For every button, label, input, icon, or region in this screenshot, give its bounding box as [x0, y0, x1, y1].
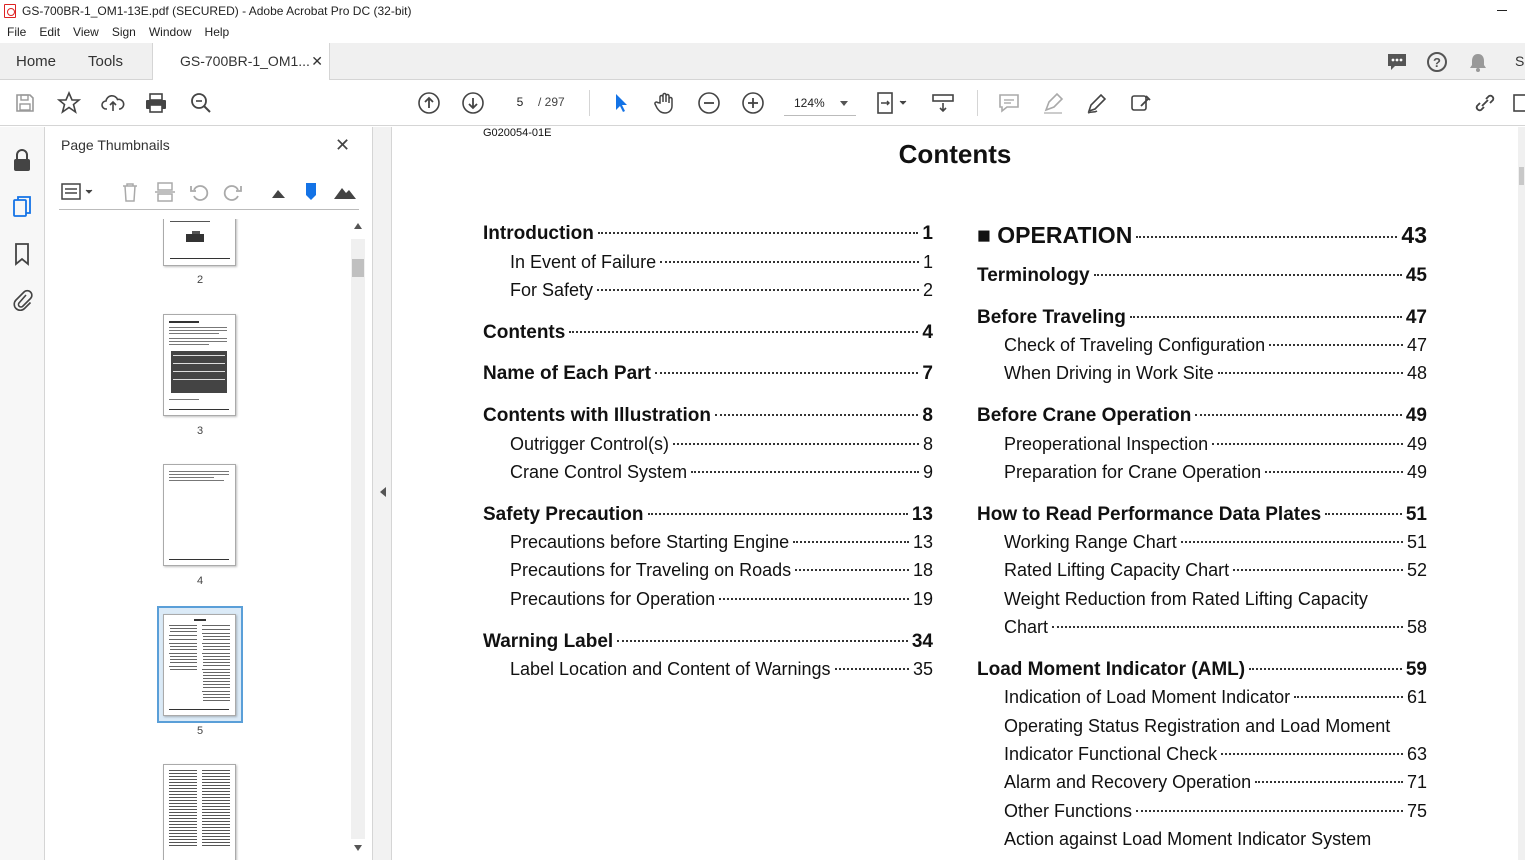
toc-entry[interactable]: Working Range Chart 51 [1004, 532, 1427, 552]
toc-entry[interactable]: Chart 58 [1004, 617, 1427, 637]
star-icon[interactable] [57, 91, 81, 115]
title-bar [0, 0, 1525, 22]
toolbar-separator [589, 90, 590, 116]
collapse-arrow-icon[interactable] [380, 487, 386, 497]
page-total-label: / 297 [538, 95, 565, 109]
toc-entry[interactable]: Introduction 1 [483, 223, 933, 244]
toc-entry[interactable]: Crane Control System 9 [510, 462, 933, 482]
thumbnail-label: 3 [196, 425, 204, 437]
toc-entry[interactable]: Indicator Functional Check 63 [1004, 744, 1427, 764]
toc-entry[interactable]: Name of Each Part 7 [483, 363, 933, 384]
panel-title: Page Thumbnails [61, 137, 170, 153]
toc-entry[interactable]: Alarm and Recovery Operation 71 [1004, 772, 1427, 792]
tab-document[interactable] [152, 43, 330, 81]
toc-entry[interactable]: Load Moment Indicator (AML) 59 [977, 659, 1427, 680]
small-mountain-icon[interactable] [271, 181, 287, 208]
toc-entry[interactable]: When Driving in Work Site 48 [1004, 363, 1427, 383]
tab-document-label: GS-700BR-1_OM1... [180, 53, 310, 69]
thumbnail-page-3[interactable] [163, 314, 236, 416]
left-navigation-rail [0, 127, 45, 860]
tools-pane-toggle-icon[interactable] [1512, 91, 1525, 115]
toc-entry[interactable]: For Safety 2 [510, 280, 933, 300]
toc-entry[interactable]: Precautions before Starting Engine 13 [510, 532, 933, 552]
toc-entry[interactable]: Safety Precaution 13 [483, 504, 933, 525]
thumbnail-label: 5 [196, 725, 204, 737]
attachment-paperclip-icon[interactable] [11, 287, 33, 318]
toc-entry[interactable]: Operating Status Registration and Load Moment [1004, 716, 1391, 736]
zoom-level-dropdown[interactable] [784, 90, 856, 116]
tab-tools[interactable]: Tools [88, 53, 124, 70]
toc-entry[interactable]: Indication of Load Moment Indicator 61 [1004, 687, 1427, 707]
panel-divider [59, 209, 359, 210]
menu-view[interactable]: View [73, 25, 99, 39]
toc-entry[interactable]: In Event of Failure 1 [510, 252, 933, 272]
notification-bell-icon[interactable] [1467, 51, 1489, 73]
page-title: Contents [898, 139, 1012, 169]
menu-edit[interactable]: Edit [39, 25, 61, 39]
help-icon[interactable] [1426, 51, 1448, 73]
lock-icon[interactable] [11, 148, 33, 179]
toc-entry[interactable]: Other Functions 75 [1004, 801, 1427, 821]
toolbar-separator [977, 90, 978, 116]
document-scrollbar[interactable] [1518, 127, 1525, 860]
thumbnail-scrollbar[interactable] [351, 219, 365, 860]
rotate-right-icon[interactable] [222, 181, 244, 208]
previous-page-icon[interactable] [417, 91, 441, 115]
menu-help[interactable]: Help [204, 25, 230, 39]
next-page-icon[interactable] [461, 91, 485, 115]
menu-sign[interactable]: Sign [111, 25, 136, 39]
zoom-level-value: 124% [794, 96, 825, 110]
page-thumbnails-icon[interactable] [11, 194, 33, 225]
minimize-button[interactable] [1497, 10, 1507, 11]
close-tab-icon[interactable]: ✕ [311, 53, 323, 69]
thumbnail-label: 2 [196, 274, 204, 286]
thumbnail-page-4[interactable] [163, 464, 236, 566]
close-panel-icon[interactable]: ✕ [335, 135, 351, 155]
scroll-track[interactable] [351, 239, 365, 839]
toc-entry[interactable]: Weight Reduction from Rated Lifting Capacity [1004, 589, 1368, 609]
toc-entry[interactable]: Check of Traveling Configuration 47 [1004, 335, 1427, 355]
chevron-down-icon [840, 101, 848, 106]
main-toolbar [0, 80, 1525, 126]
scroll-up-arrow-icon[interactable] [354, 223, 362, 229]
window-title: GS-700BR-1_OM1-13E.pdf (SECURED) - Adobe Acrobat Pro DC (32-bit) [22, 4, 412, 18]
scroll-thumb[interactable] [352, 259, 364, 277]
menu-window[interactable]: Window [148, 25, 192, 39]
thumbnail-list [45, 219, 350, 860]
toc-entry[interactable]: Outrigger Control(s) 8 [510, 434, 933, 454]
toc-entry[interactable]: Warning Label 34 [483, 631, 933, 652]
toc-entry[interactable]: Terminology 45 [977, 265, 1427, 286]
toc-entry[interactable]: Preparation for Crane Operation 49 [1004, 462, 1427, 482]
tab-home[interactable]: Home [16, 53, 57, 70]
zoom-search-icon[interactable] [189, 91, 213, 115]
thumbnail-page-2[interactable] [163, 219, 236, 266]
document-id: G020054-01E [483, 127, 552, 139]
toc-entry[interactable]: Preoperational Inspection 49 [1004, 434, 1427, 454]
bookmark-icon[interactable] [11, 241, 33, 272]
thumbnail-size-slider[interactable] [304, 181, 318, 208]
add-comment-icon[interactable] [997, 91, 1021, 115]
large-mountain-icon[interactable] [333, 181, 357, 208]
options-menu-icon[interactable] [61, 181, 95, 208]
svg-text:?: ? [1433, 55, 1441, 70]
toc-entry[interactable]: Before Traveling 47 [977, 307, 1427, 328]
select-pointer-icon[interactable] [609, 91, 633, 115]
scroll-mode-icon[interactable] [931, 91, 955, 115]
page-number-input[interactable]: 5 [516, 95, 524, 109]
print-icon[interactable] [144, 91, 168, 115]
menu-file[interactable]: File [7, 25, 27, 39]
thumbnail-page-5[interactable] [163, 614, 236, 716]
pdf-file-icon [4, 4, 16, 18]
thumbnail-page-6[interactable] [163, 764, 236, 860]
toc-entry[interactable]: Rated Lifting Capacity Chart 52 [1004, 560, 1427, 580]
thumbnail-label: 4 [196, 575, 204, 587]
menu-bar [0, 22, 1525, 42]
upload-cloud-icon[interactable] [101, 91, 125, 115]
delete-page-icon[interactable] [119, 181, 141, 208]
tab-bar [0, 43, 1525, 80]
toc-entry[interactable]: Label Location and Content of Warnings 35 [510, 659, 933, 679]
toc-entry[interactable]: Contents 4 [483, 322, 933, 343]
page-fit-icon[interactable] [874, 91, 912, 115]
toc-entry[interactable]: How to Read Performance Data Plates 51 [977, 504, 1427, 525]
hand-tool-icon[interactable] [653, 91, 677, 115]
share-link-icon[interactable] [1473, 91, 1497, 115]
toc-entry[interactable]: Contents with Illustration 8 [483, 405, 933, 426]
extract-pages-icon[interactable] [154, 181, 176, 208]
comment-bubble-icon[interactable] [1386, 51, 1408, 73]
toc-entry[interactable]: Precautions for Operation 19 [510, 589, 933, 609]
zoom-in-icon[interactable] [741, 91, 765, 115]
thumbnail-toolbar [59, 177, 359, 209]
zoom-out-icon[interactable] [697, 91, 721, 115]
panel-collapse-handle[interactable] [372, 127, 392, 860]
toc-entry[interactable]: Action against Load Moment Indicator System [1004, 829, 1372, 849]
document-view[interactable] [392, 127, 1518, 860]
scroll-down-arrow-icon[interactable] [354, 845, 362, 851]
highlight-pen-icon[interactable] [1041, 91, 1065, 115]
redact-tool-icon[interactable] [1129, 91, 1153, 115]
toc-section-heading[interactable]: ■ OPERATION 43 [977, 222, 1427, 248]
sign-pen-icon[interactable] [1085, 91, 1109, 115]
page-thumbnails-panel [45, 127, 372, 860]
toc-entry[interactable]: Precautions for Traveling on Roads 18 [510, 560, 933, 580]
rotate-left-icon[interactable] [188, 181, 210, 208]
toc-entry[interactable]: Before Crane Operation 49 [977, 405, 1427, 426]
document-scroll-thumb[interactable] [1519, 167, 1524, 185]
save-icon[interactable] [13, 91, 37, 115]
sign-in-partial[interactable]: S [1515, 53, 1525, 69]
